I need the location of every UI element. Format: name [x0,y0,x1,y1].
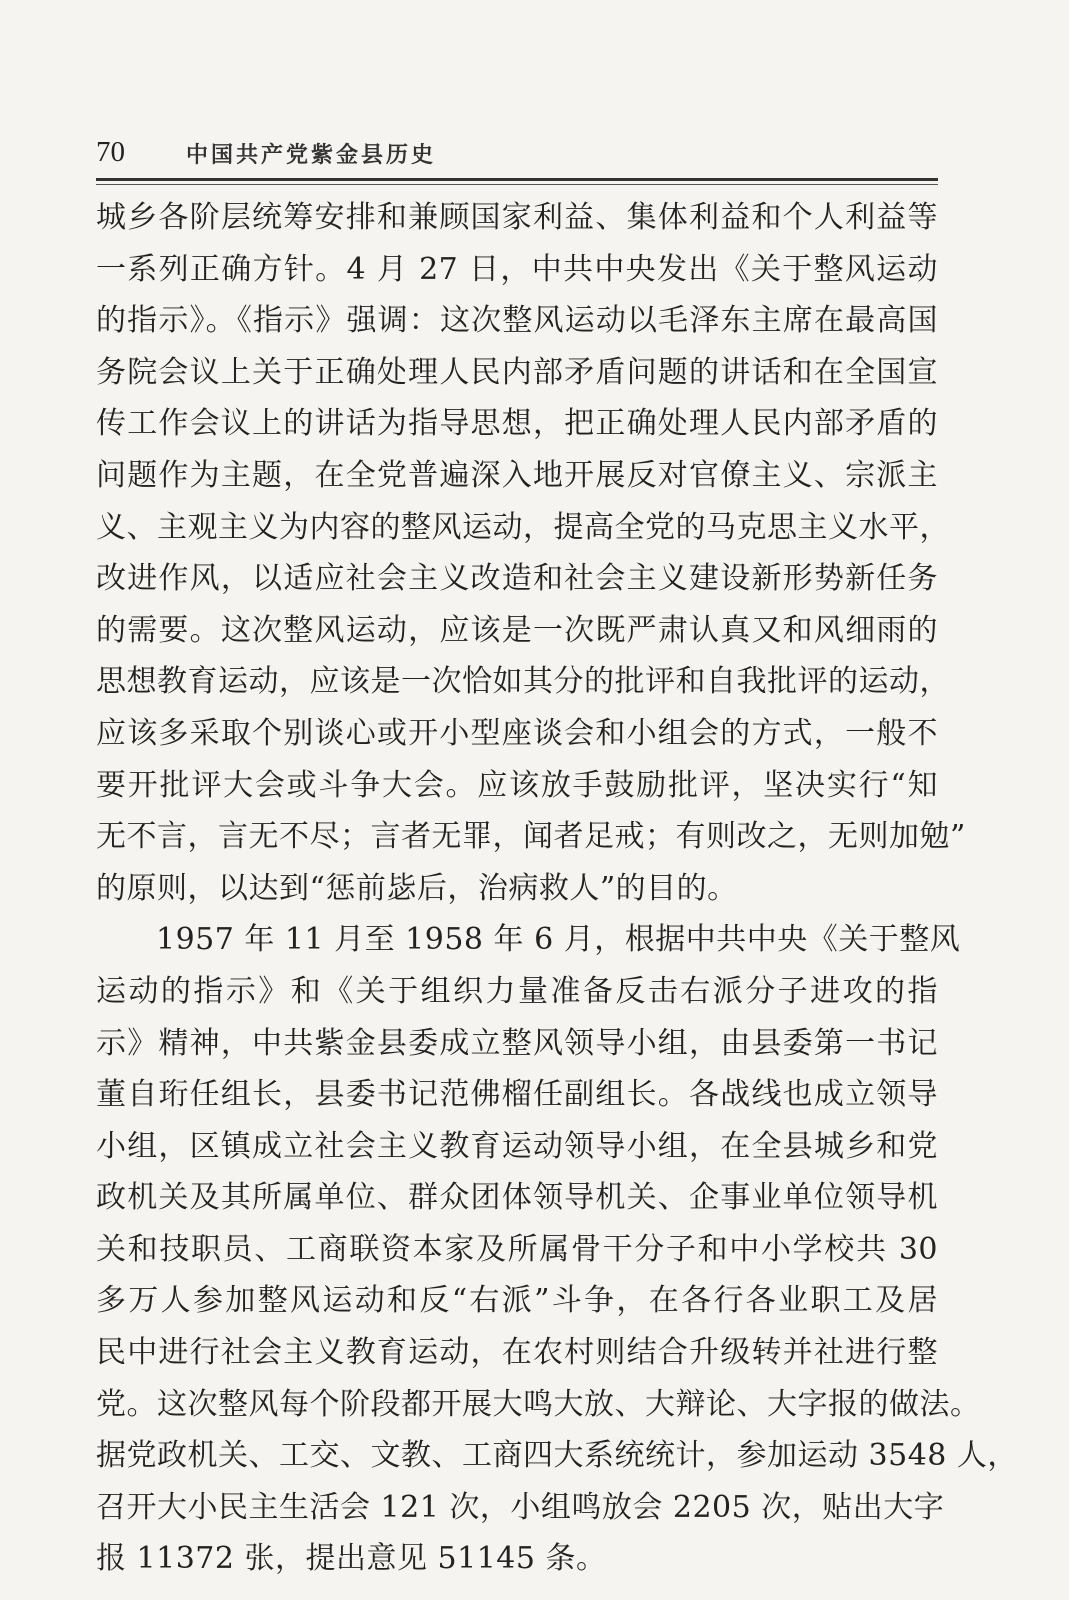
text-line: 民中进行社会主义教育运动，在农村则结合升级转并社进行整 [96,1335,938,1371]
text-line: 改进作风，以适应社会主义改造和社会主义建设新形势新任务 [96,561,938,597]
running-header [96,136,936,176]
text-line: 传工作会议上的讲话为指导思想，把正确处理人民内部矛盾的 [96,406,938,442]
text-line: 1957 年 11 月至 1958 年 6 月，根据中共中央《关于整风 [156,922,961,958]
header-rule-thick [96,178,938,181]
text-line: 问题作为主题，在全党普遍深入地开展反对官僚主义、宗派主 [96,457,938,493]
paragraph [96,192,966,914]
text-line: 董自珩任组长，县委书记范佛榴任副组长。各战线也成立领导 [96,1077,938,1113]
text-line: 城乡各阶层统筹安排和兼顾国家利益、集体利益和个人利益等 [96,200,938,235]
text-line: 小组，区镇成立社会主义教育运动领导小组，在全县城乡和党 [96,1128,938,1164]
text-line: 报 11372 张，提出意见 51145 条。 [96,1541,607,1577]
text-line: 一系列正确方针。4 月 27 日，中共中央发出《关于整风运动 [96,251,938,287]
text-line: 示》精神，中共紫金县委成立整风领导小组，由县委第一书记 [96,1025,938,1061]
text-line: 的需要。这次整风运动，应该是一次既严肃认真又和风细雨的 [96,612,938,648]
text-line: 据党政机关、工交、文教、工商四大系统统计，参加运动 3548 人， [96,1438,1018,1474]
text-line: 的原则，以达到“惩前毖后，治病救人”的目的。 [96,870,738,906]
text-line: 运动的指示》和《关于组织力量准备反击右派分子进攻的指 [96,973,938,1009]
text-line: 关和技职员、工商联资本家及所属骨干分子和中小学校共 30 [96,1231,938,1267]
header-rule-thin [96,184,938,185]
text-line: 无不言，言无不尽；言者无罪，闻者足戒；有则改之，无则加勉” [96,819,966,855]
text-line: 思想教育运动，应该是一次恰如其分的批评和自我批评的运动， [96,664,950,700]
text-line: 要开批评大会或斗争大会。应该放手鼓励批评，坚决实行“知 [96,767,938,803]
text-line: 务院会议上关于正确处理人民内部矛盾问题的讲话和在全国宣 [96,354,938,390]
text-line: 应该多采取个别谈心或开小型座谈会和小组会的方式，一般不 [96,715,938,751]
paragraph [96,914,1018,1585]
text-line: 的指示》。《指示》强调：这次整风运动以毛泽东主席在最高国 [96,303,938,339]
text-line: 召开大小民主生活会 121 次，小组鸣放会 2205 次，贴出大字 [96,1489,945,1525]
text-line: 党。这次整风每个阶段都开展大鸣大放、大辩论、大字报的做法。 [96,1386,981,1422]
text-line: 义、主观主义为内容的整风运动，提高全党的马克思主义水平， [96,509,950,545]
text-line: 政机关及其所属单位、群众团体领导机关、企事业单位领导机 [96,1180,938,1216]
page-number: 70 [96,136,125,168]
text-line: 多万人参加整风运动和反“右派”斗争，在各行各业职工及居 [96,1283,938,1319]
book-title: 中国共产党紫金县历史 [186,142,437,168]
body-text [96,192,1018,1585]
